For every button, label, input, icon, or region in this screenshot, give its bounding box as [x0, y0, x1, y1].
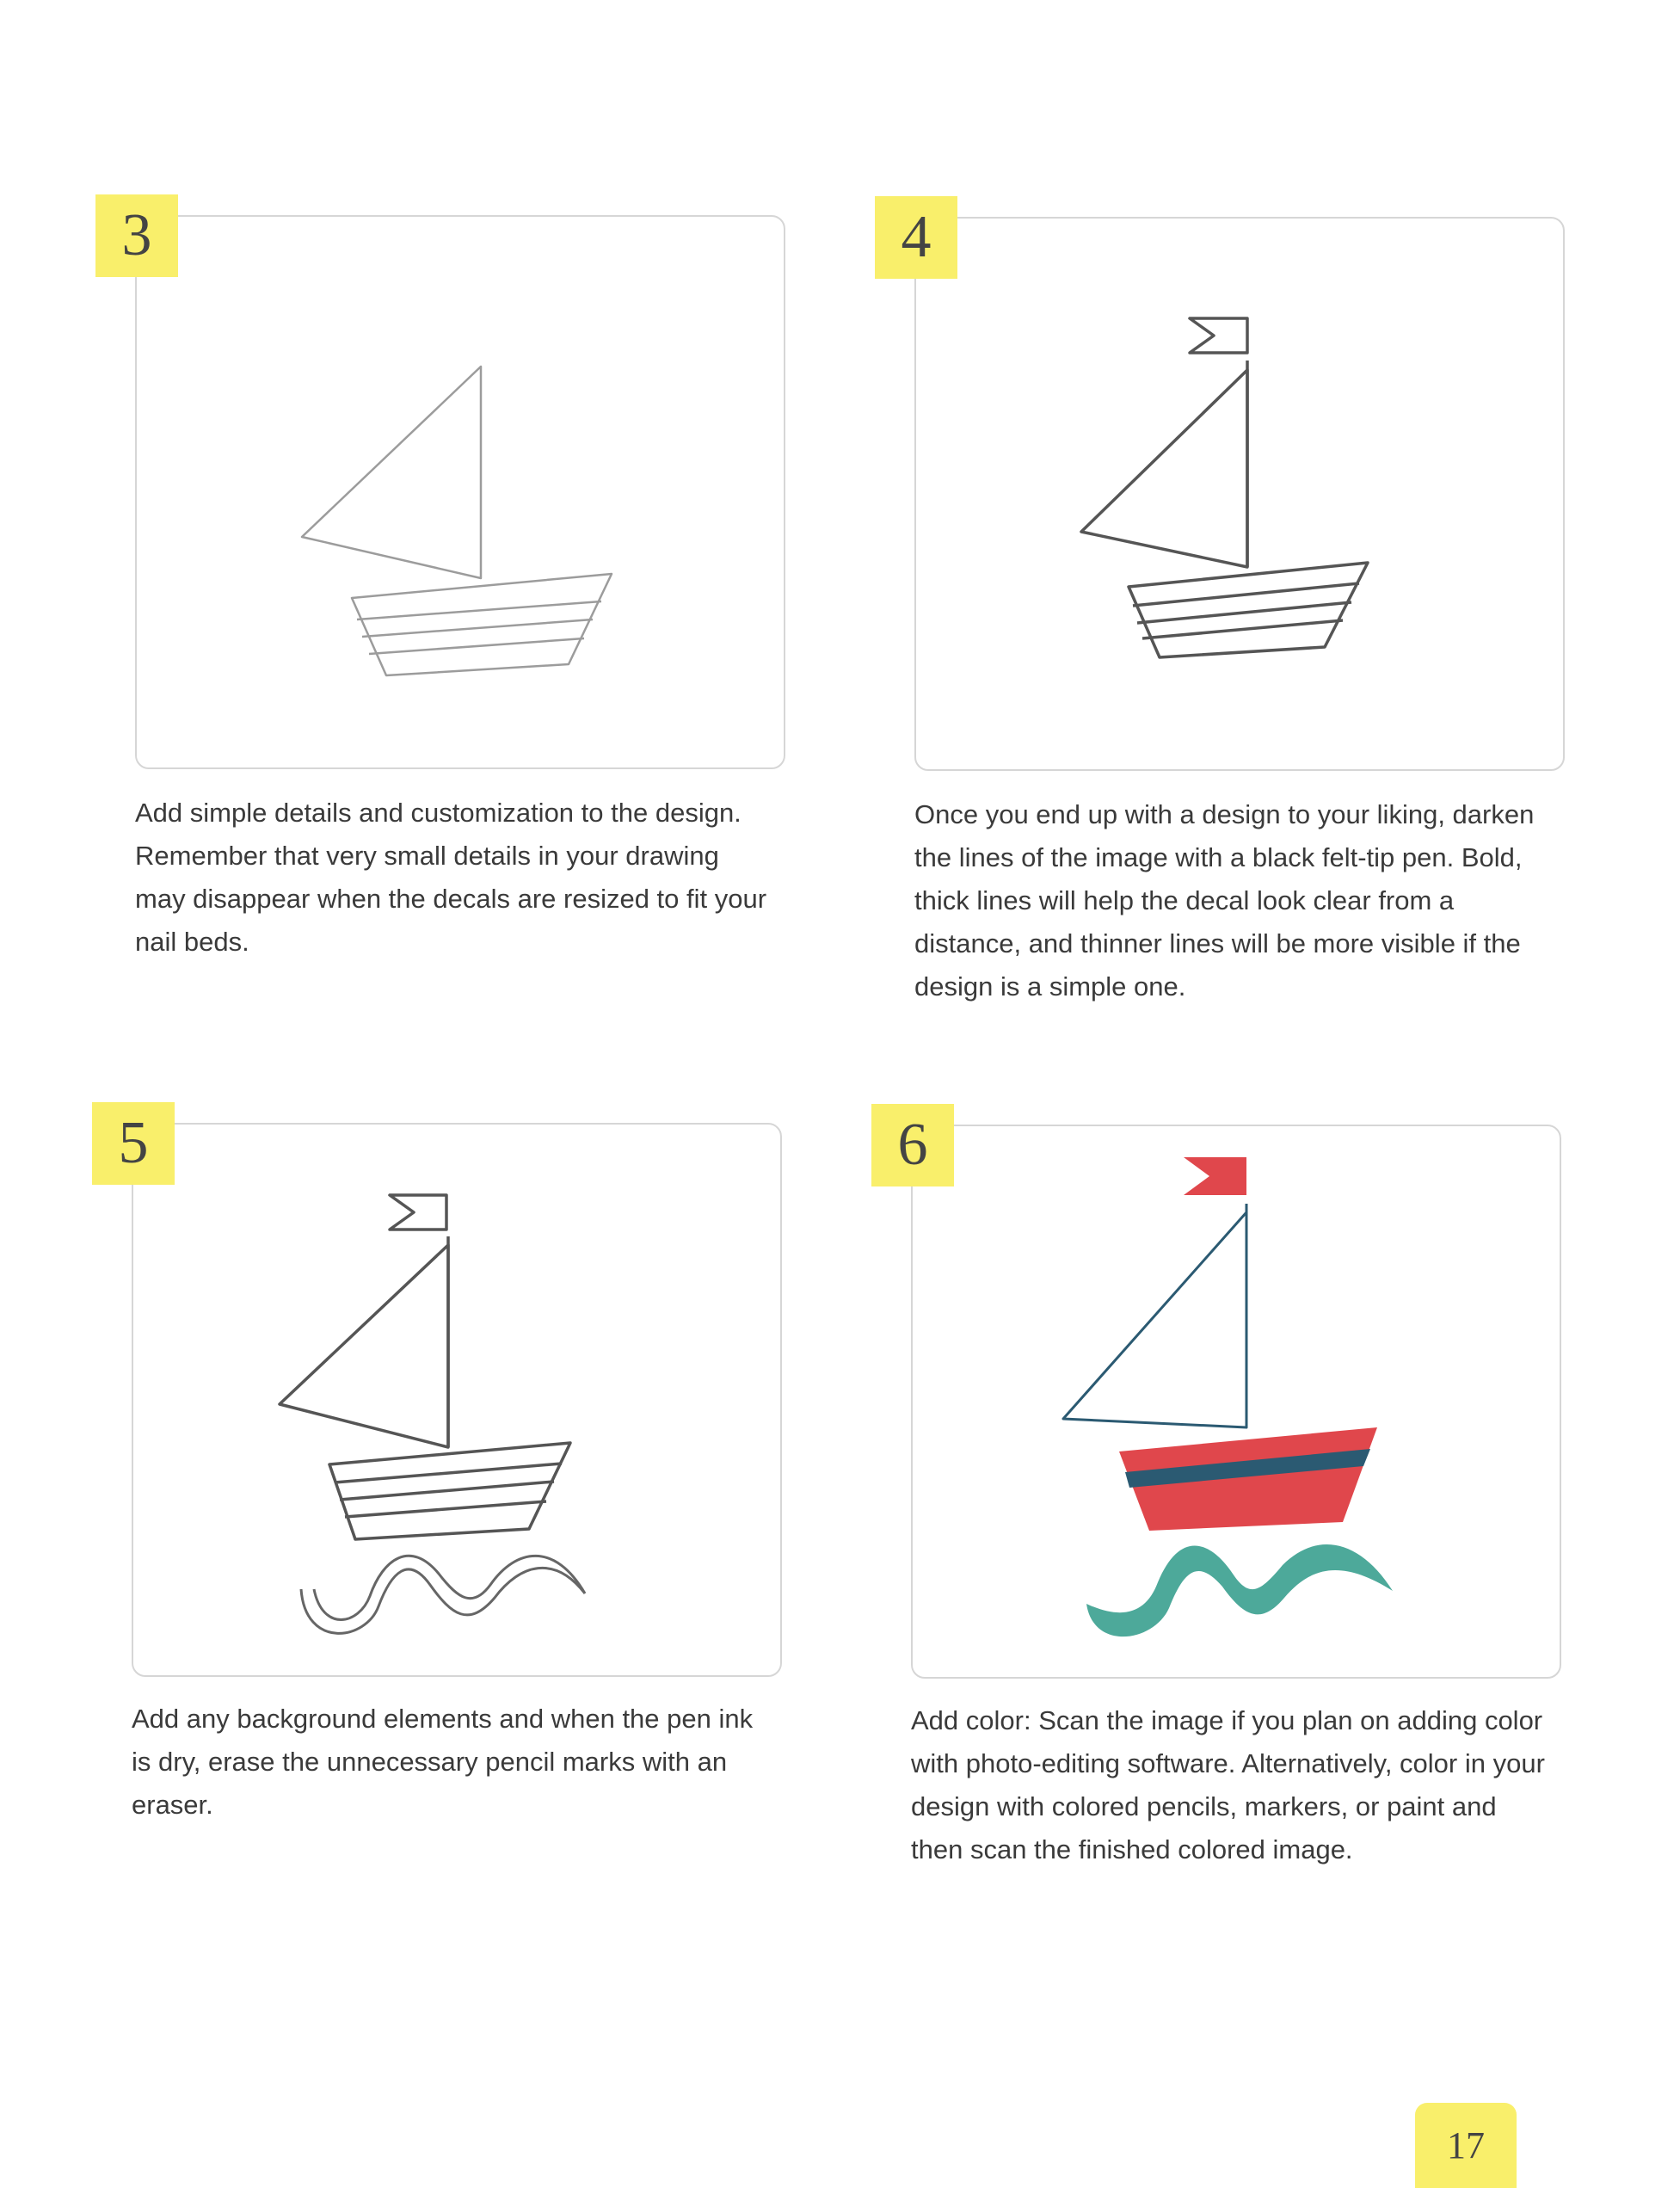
step-3-number: 3 — [95, 194, 178, 277]
flag-outline — [390, 1195, 446, 1230]
step-5-caption: Add any background elements and when the pen ink is dry, erase the unnecessary pencil marks with an eraser. — [132, 1704, 754, 1820]
sail — [280, 1245, 448, 1447]
boat-sketch-inked — [916, 219, 1563, 769]
wave-inner — [314, 1556, 585, 1619]
boat-sketch-with-waves — [133, 1125, 780, 1675]
hull — [1129, 563, 1368, 657]
hull — [352, 574, 612, 675]
sail — [302, 367, 481, 578]
page-number: 17 — [1415, 2103, 1517, 2188]
boat-colored — [913, 1126, 1560, 1677]
boat-sketch-pencil — [137, 217, 784, 767]
step-5-number: 5 — [92, 1102, 175, 1185]
step-3-caption: Add simple details and customization to the design. Remember that very small details in your drawing may disappear when the decals are resized to fit your nail beds. — [135, 798, 767, 957]
step-4-caption: Once you end up with a design to your liking, darken the lines of the image with a black felt-tip pen. Bold, thick lines will help the decal look clear from a distance, and thinner lines will be more visible if the design is a simple one. — [914, 799, 1535, 1002]
step-3-panel — [135, 215, 785, 769]
step-4-number: 4 — [875, 196, 957, 279]
step-6-caption: Add color: Scan the image if you plan on adding color with photo-editing software. Alternatively, color in your design with colored pencils, markers, or paint and then scan the finished colored image. — [911, 1705, 1545, 1864]
sail — [1063, 1212, 1246, 1427]
flag-outline — [1190, 318, 1247, 353]
step-6-panel — [911, 1125, 1561, 1679]
teal-wave — [1086, 1544, 1393, 1636]
sail — [1081, 370, 1247, 567]
step-5-panel — [132, 1123, 782, 1677]
step-6-number: 6 — [871, 1104, 954, 1186]
step-4-panel — [914, 217, 1565, 771]
red-flag — [1184, 1157, 1246, 1195]
